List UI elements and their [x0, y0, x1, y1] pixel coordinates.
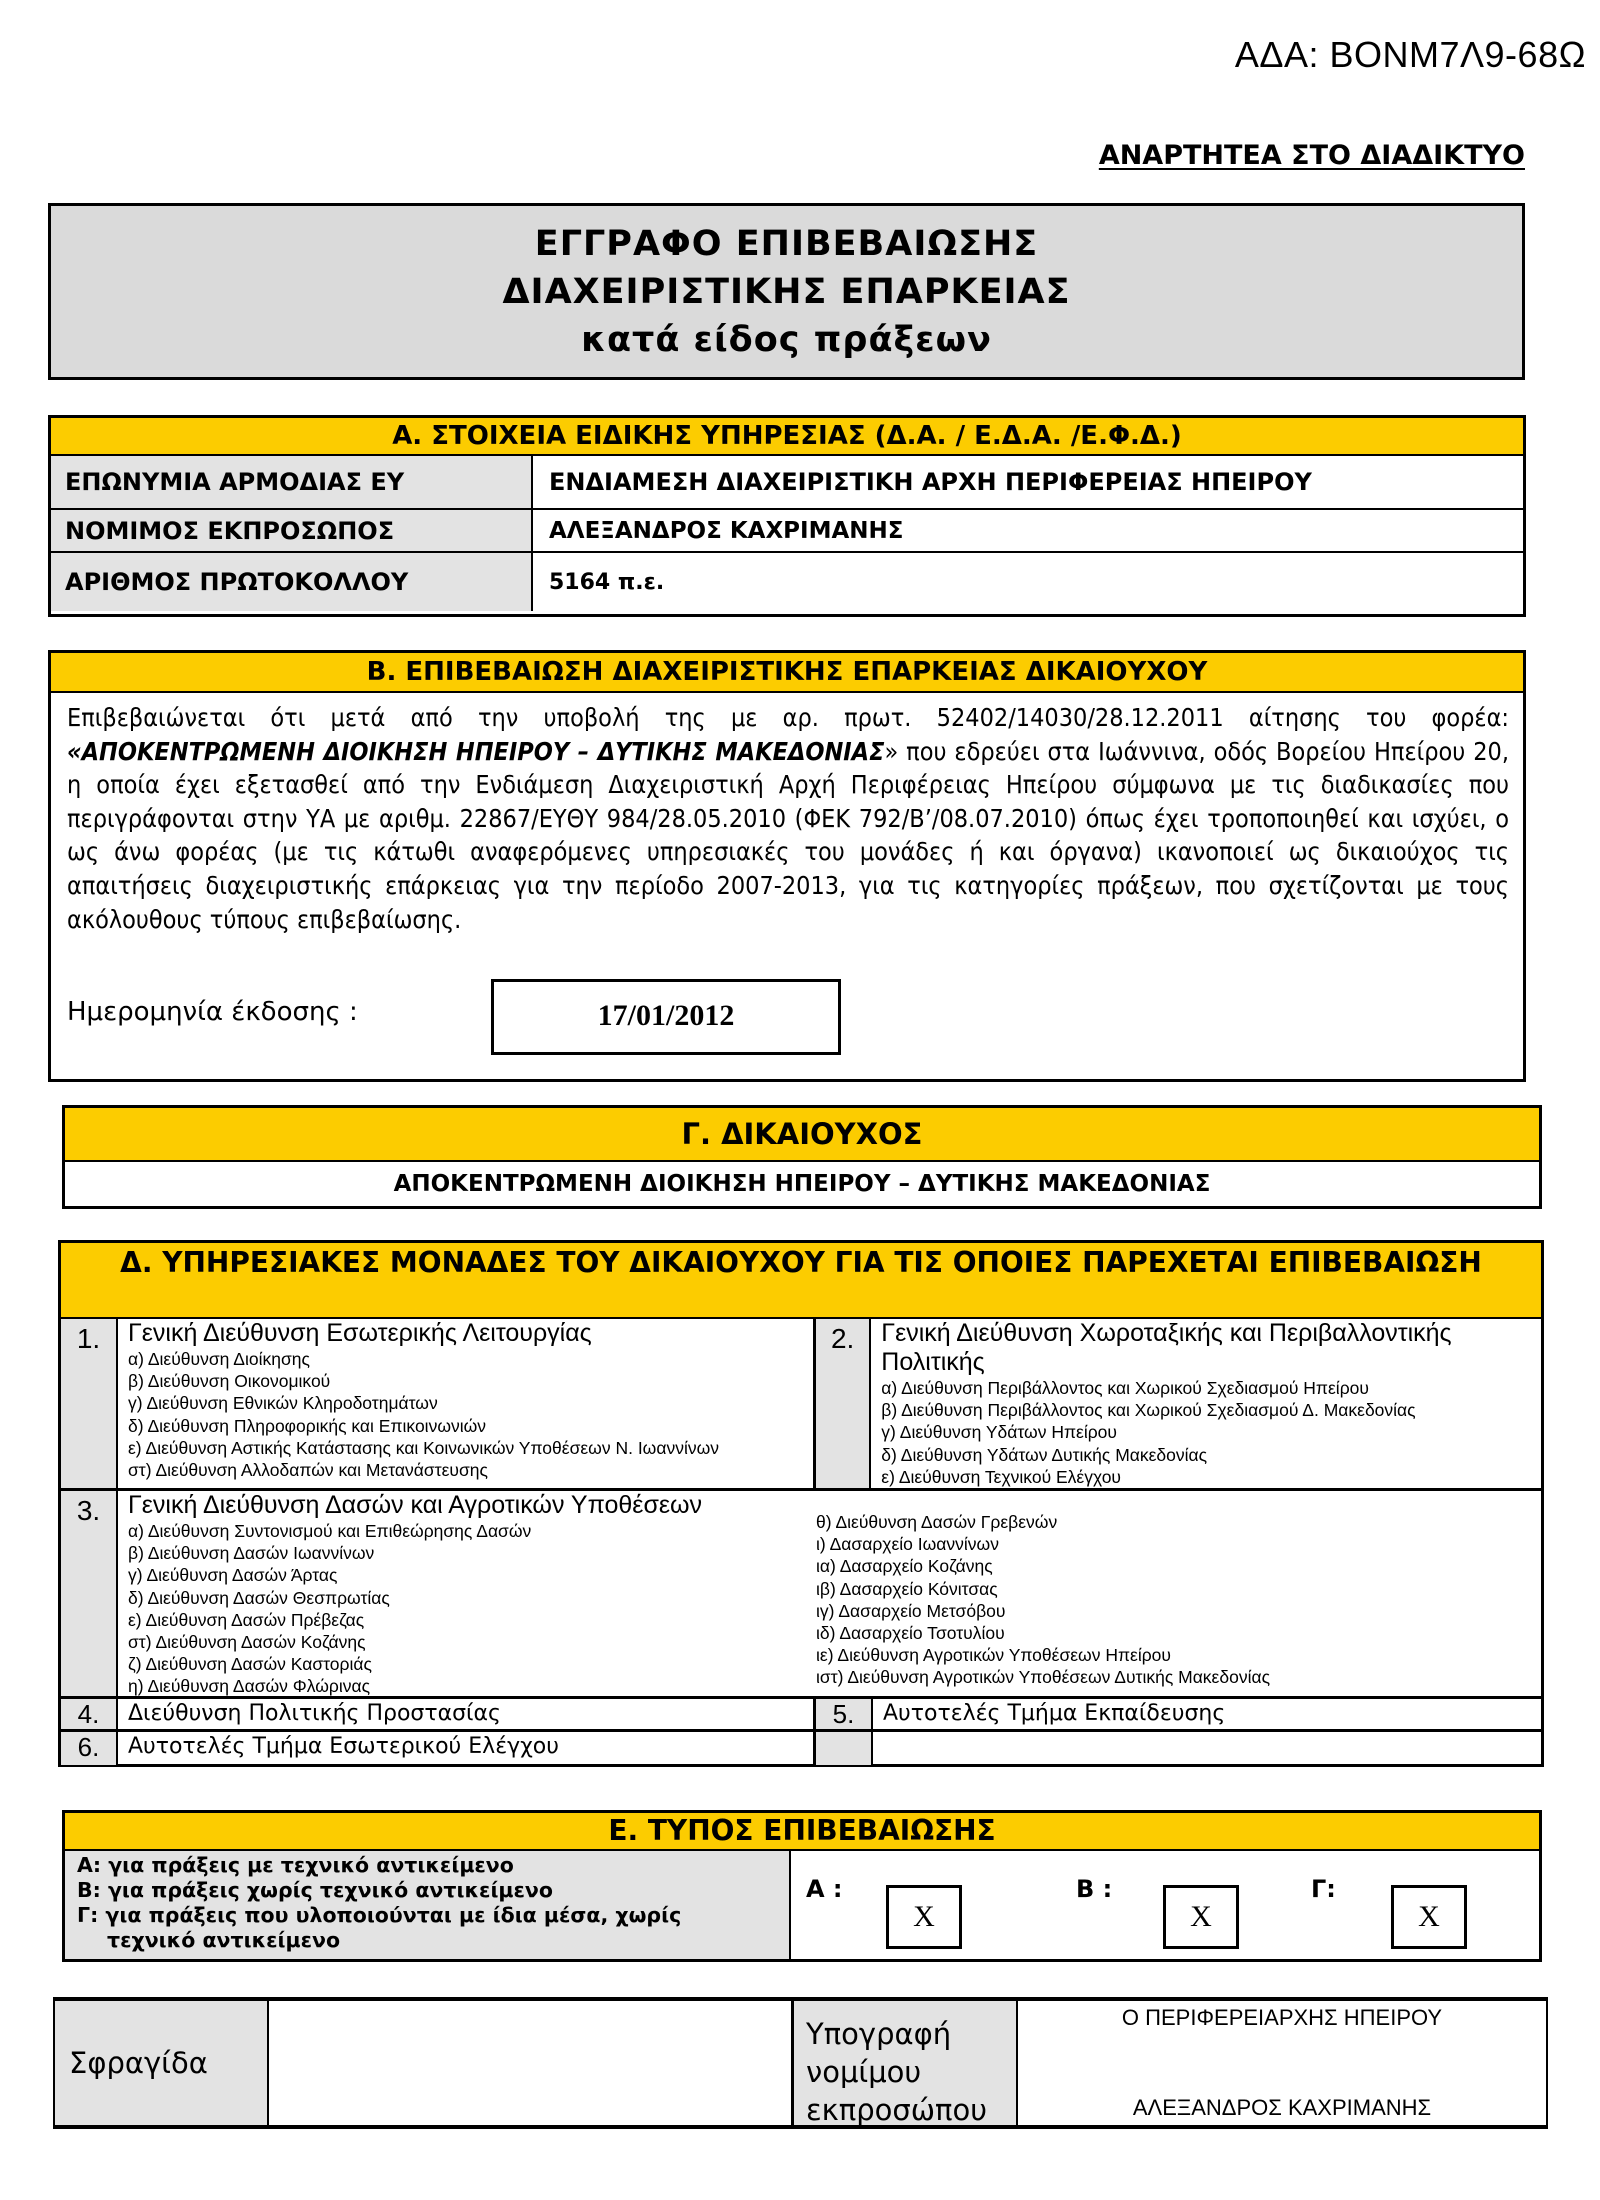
unit-title: Γενική Διεύθυνση Εσωτερικής Λειτουργίας: [128, 1319, 592, 1347]
table-row: [51, 456, 1523, 510]
sub-unit: α) Διεύθυνση Διοίκησης: [128, 1349, 310, 1369]
issue-date-row: [67, 997, 735, 1032]
legend-item-a: Α: για πράξεις με τεχνικό αντικείμενο: [77, 1853, 514, 1877]
unit-content-empty: [873, 1732, 883, 1765]
unit-number: 5.: [816, 1699, 873, 1729]
beneficiary-name: ΑΠΟΚΕΝΤΡΩΜΕΝΗ ΔΙΟΙΚΗΣΗ ΗΠΕΙΡΟΥ – ΔΥΤΙΚΗΣ ΜΑΚΕΔΟΝΙΑΣ: [393, 1171, 1211, 1197]
checkbox-g[interactable]: X: [1391, 1885, 1467, 1949]
title-line-1: ΕΓΓΡΑΦΟ ΕΠΙΒΕΒΑΙΩΣΗΣ: [534, 224, 1039, 264]
sub-units-left: [128, 1491, 816, 1696]
section-e-heading: Ε. ΤΥΠΟΣ ΕΠΙΒΕΒΑΙΩΣΗΣ: [65, 1813, 1539, 1851]
unit-number: 3.: [61, 1491, 118, 1696]
section-d-heading: Δ. ΥΠΗΡΕΣΙΑΚΕΣ ΜΟΝΑΔΕΣ ΤΟΥ ΔΙΚΑΙΟΥΧΟΥ ΓΙΑ ΤΙΣ ΟΠΟΙΕΣ ΠΑΡΕΧΕΤΑΙ ΕΠΙΒΕΒΑΙΩΣΗ: [61, 1243, 1541, 1319]
legend-item-g-cont: τεχνικό αντικείμενο: [107, 1928, 341, 1952]
beneficiary-name-emphasis: «ΑΠΟΚΕΝΤΡΩΜΕΝΗ ΔΙΟΙΚΗΣΗ ΗΠΕΙΡΟΥ – ΔΥΤΙΚΗΣ ΜΑΚΕΔΟΝΙΑΣ: [67, 736, 885, 766]
sub-unit: β) Διεύθυνση Οικονομικού: [128, 1371, 331, 1392]
row-label: ΝΟΜΙΜΟΣ ΕΚΠΡΟΣΩΠΟΣ: [51, 510, 533, 551]
unit-title: Γενική Διεύθυνση Δασών και Αγροτικών Υποθέσεων: [128, 1491, 703, 1519]
sub-unit: γ) Διεύθυνση Δασών Άρτας: [128, 1565, 338, 1586]
unit-empty: [816, 1732, 1541, 1765]
sub-unit: ε) Διεύθυνση Αστικής Κατάστασης και Κοινωνικών Υποθέσεων Ν. Ιωαννίνων: [128, 1437, 720, 1458]
ada-code: ΑΔΑ: ΒΟΝΜ7Λ9-68Ω: [1234, 34, 1586, 75]
sub-unit: β) Διεύθυνση Περιβάλλοντος και Χωρικού Σχεδιασμού Δ. Μακεδονίας: [881, 1400, 1416, 1421]
section-a-agency-details: [48, 415, 1526, 617]
unit-content: [871, 1319, 1541, 1488]
unit-content: [118, 1491, 1541, 1696]
row-label: ΑΡΙΘΜΟΣ ΠΡΩΤΟΚΟΛΛΟΥ: [51, 553, 533, 611]
sub-unit: ζ) Διεύθυνση Δασών Καστοριάς: [128, 1654, 372, 1675]
signature-label-line: Υπογραφή: [806, 2017, 952, 2051]
section-e-confirmation-type: [62, 1810, 1542, 1962]
unit-title: Αυτοτελές Τμήμα Εσωτερικού Ελέγχου: [128, 1734, 559, 1759]
unit-title: Αυτοτελές Τμήμα Εκπαίδευσης: [883, 1701, 1226, 1726]
unit-4: [61, 1699, 816, 1729]
unit-3: [61, 1491, 1541, 1696]
type-checkboxes: [791, 1851, 1539, 1959]
sub-unit: δ) Διεύθυνση Δασών Θεσπρωτίας: [128, 1587, 390, 1608]
sub-unit: ιε) Διεύθυνση Αγροτικών Υποθέσεων Ηπείρου: [816, 1645, 1171, 1666]
signature-label-line: νομίμου: [806, 2055, 922, 2089]
unit-5: [816, 1699, 1541, 1729]
units-row-4-5: [61, 1699, 1541, 1732]
sub-unit: στ) Διεύθυνση Δασών Κοζάνης: [128, 1632, 366, 1653]
sub-unit: β) Διεύθυνση Δασών Ιωαννίνων: [128, 1543, 375, 1564]
sub-unit: δ) Διεύθυνση Υδάτων Δυτικής Μακεδονίας: [881, 1444, 1208, 1465]
sub-unit: ιδ) Δασαρχείο Τσοτυλίου: [816, 1623, 1005, 1644]
internet-posting-notice: ΑΝΑΡΤΗΤΕΑ ΣΤΟ ΔΙΑΔΙΚΤΥΟ: [1098, 140, 1525, 171]
legend-item-b: Β: για πράξεις χωρίς τεχνικό αντικείμενο: [77, 1878, 553, 1902]
row-value: ΑΛΕΞΑΝΔΡΟΣ ΚΑΧΡΙΜΑΝΗΣ: [549, 517, 904, 544]
signature-block: [53, 1997, 1548, 2129]
signatory-area: [1018, 2001, 1546, 2125]
sub-unit: ια) Δασαρχείο Κοζάνης: [816, 1556, 993, 1577]
sub-units-right: [816, 1491, 1270, 1696]
sub-unit: δ) Διεύθυνση Πληροφορικής και Επικοινωνιών: [128, 1415, 487, 1436]
sub-unit: θ) Διεύθυνση Δασών Γρεβενών: [816, 1512, 1058, 1532]
checkbox-b[interactable]: X: [1163, 1885, 1239, 1949]
sub-unit: ιστ) Διεύθυνση Αγροτικών Υποθέσεων Δυτικής Μακεδονίας: [816, 1667, 1271, 1688]
sub-unit: γ) Διεύθυνση Εθνικών Κληροδοτημάτων: [128, 1393, 438, 1414]
units-row-1-2: [61, 1319, 1541, 1491]
text-part: Επιβεβαιώνεται ότι μετά από την υποβολή της με αρ. πρωτ. 52402/14030/28.12.2011 αίτησης του φορέα:: [67, 703, 1509, 732]
seal-label: Σφραγίδα: [55, 2001, 269, 2125]
legend-item-g: Γ: για πράξεις που υλοποιούνται με ίδια μέσα, χωρίς: [77, 1903, 682, 1927]
sub-unit: η) Διεύθυνση Δασών Φλώρινας: [128, 1676, 371, 1697]
unit-title: Γενική Διεύθυνση Χωροταξικής και Περιβαλλοντικής Πολιτικής: [881, 1319, 1452, 1376]
sub-unit: ε) Διεύθυνση Τεχνικού Ελέγχου: [881, 1466, 1121, 1487]
sub-unit: α) Διεύθυνση Συντονισμού και Επιθεώρησης Δασών: [128, 1521, 532, 1541]
row-value: ΕΝΔΙΑΜΕΣΗ ΔΙΑΧΕΙΡΙΣΤΙΚΗ ΑΡΧΗ ΠΕΡΙΦΕΡΕΙΑΣ ΗΠΕΙΡΟΥ: [549, 468, 1312, 496]
units-row-6: [61, 1732, 1541, 1765]
units-row-3: [61, 1491, 1541, 1699]
table-row: [51, 510, 1523, 553]
unit-number-empty: [816, 1732, 873, 1765]
checkbox-a[interactable]: X: [886, 1885, 962, 1949]
sub-unit: ε) Διεύθυνση Δασών Πρέβεζας: [128, 1609, 365, 1630]
title-line-2: ΔΙΑΧΕΙΡΙΣΤΙΚΗΣ ΕΠΑΡΚΕΙΑΣ: [502, 272, 1071, 312]
unit-content: [118, 1732, 559, 1765]
section-d-service-units: [58, 1240, 1544, 1767]
issue-date-value: 17/01/2012: [491, 979, 841, 1055]
unit-number: 4.: [61, 1699, 118, 1729]
seal-area: [269, 2001, 794, 2125]
unit-number: 2.: [816, 1319, 871, 1488]
sub-unit: στ) Διεύθυνση Αλλοδαπών και Μετανάστευσης: [128, 1460, 488, 1481]
unit-6: [61, 1732, 816, 1765]
table-row: [51, 553, 1523, 611]
section-b-heading: Β. ΕΠΙΒΕΒΑΙΩΣΗ ΔΙΑΧΕΙΡΙΣΤΙΚΗΣ ΕΠΑΡΚΕΙΑΣ ΔΙΚΑΙΟΥΧΟΥ: [51, 653, 1523, 693]
issue-date-label: Ημερομηνία έκδοσης :: [67, 997, 358, 1027]
signatory-name: ΑΛΕΞΑΝΔΡΟΣ ΚΑΧΡΙΜΑΝΗΣ: [1132, 2095, 1432, 2120]
sub-unit: ιγ) Δασαρχείο Μετσόβου: [816, 1600, 1006, 1621]
signature-label-line: εκπροσώπου: [806, 2093, 988, 2127]
confirmation-text: [51, 693, 1523, 936]
unit-title: Διεύθυνση Πολιτικής Προστασίας: [128, 1701, 501, 1726]
section-g-heading: Γ. ΔΙΚΑΙΟΥΧΟΣ: [65, 1108, 1539, 1162]
section-b-confirmation: [48, 650, 1526, 1082]
unit-number: 6.: [61, 1732, 118, 1765]
signatory-role: Ο ΠΕΡΙΦΕΡΕΙΑΡΧΗΣ ΗΠΕΙΡΟΥ: [1121, 2005, 1443, 2030]
section-a-heading: Α. ΣΤΟΙΧΕΙΑ ΕΙΔΙΚΗΣ ΥΠΗΡΕΣΙΑΣ (Δ.Α. / Ε.Δ.Α. /Ε.Φ.Δ.): [51, 418, 1523, 456]
sub-unit: ιβ) Δασαρχείο Κόνιτσας: [816, 1578, 998, 1599]
check-label-b: Β :: [1076, 1875, 1113, 1903]
document-title-box: [48, 203, 1525, 380]
unit-1: [61, 1319, 816, 1488]
sub-unit: γ) Διεύθυνση Υδάτων Ηπείρου: [881, 1422, 1117, 1443]
check-label-g: Γ:: [1311, 1875, 1336, 1903]
section-g-beneficiary: [62, 1105, 1542, 1209]
unit-number: 1.: [61, 1319, 118, 1488]
check-label-a: Α :: [806, 1875, 843, 1903]
sub-unit: α) Διεύθυνση Περιβάλλοντος και Χωρικού Σχεδιασμού Ηπείρου: [881, 1378, 1369, 1398]
type-legend: [65, 1851, 791, 1959]
sub-unit: ι) Δασαρχείο Ιωαννίνων: [816, 1534, 999, 1555]
row-value: 5164 π.ε.: [549, 569, 665, 595]
unit-2: [816, 1319, 1541, 1488]
title-line-3: κατά είδος πράξεων: [581, 320, 992, 360]
unit-content: [118, 1319, 719, 1488]
text-part: » που εδρεύει στα Ιωάννινα, οδός Βορείου Ηπείρου 20, η οποία έχει εξετασθεί από την Ενδιάμεση Διαχειριστική Αρχή Περιφέρειας Ηπείρου σύμφωνα με τις διαδικασίες που περιγράφονται στην ΥΑ με αριθμ. 22867/ΕΥΘΥ 984/28.05.2010 (ΦΕΚ 792/Β’/08.07.2010) όπως έχει τροποποιηθεί και ισχύει, ο ως άνω φορέας (με τις κάτωθι αναφερόμενες υπηρεσιακές του μονάδες ή και όργανα) ικανοποιεί ως δικαιούχος τις απαιτήσεις διαχειριστικής επάρκειας για την περίοδο 2007-2013, για τις κατηγορίες πράξεων, που σχετίζονται με τους ακόλουθους τύπους επιβεβαίωσης.: [67, 736, 1509, 934]
signature-label: [794, 2001, 1018, 2125]
unit-content: [118, 1699, 501, 1729]
unit-content: [873, 1699, 1225, 1729]
row-label: ΕΠΩΝΥΜΙΑ ΑΡΜΟΔΙΑΣ ΕΥ: [51, 456, 533, 508]
confirmation-type-body: [65, 1851, 1539, 1959]
